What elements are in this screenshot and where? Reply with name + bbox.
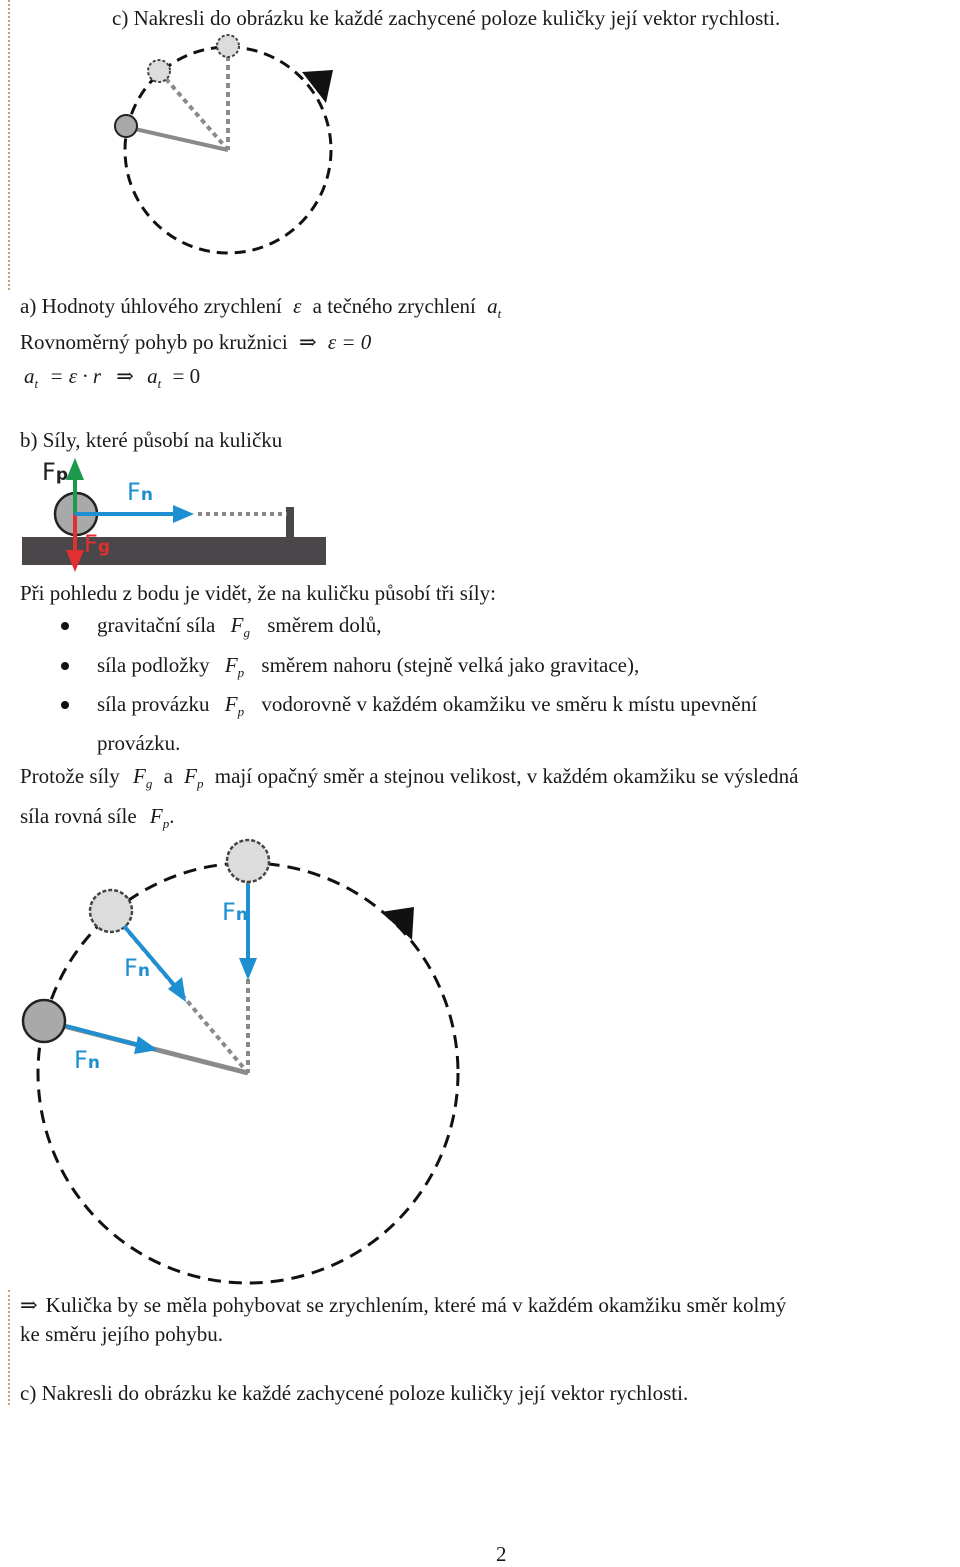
conclusion-pre: Protože síly xyxy=(20,764,120,788)
fp-label-f: F xyxy=(42,458,56,486)
fn-label-big-3 xyxy=(222,898,248,926)
result-line2: ke směru jejího pohybu. xyxy=(20,1322,223,1346)
bullet-1-sym: F xyxy=(230,613,244,637)
at-equation: = ε · r xyxy=(49,364,101,388)
result-line1 xyxy=(20,1293,786,1318)
fn-label-sub: n xyxy=(140,485,153,505)
fn-arrow-1-line xyxy=(66,1026,142,1046)
conclusion-and: a xyxy=(163,764,173,788)
at-rhs-subscript: t xyxy=(157,376,162,391)
fn-arrow-3-head xyxy=(239,958,257,980)
bullet-3-continuation: provázku. xyxy=(97,731,181,755)
bullet-2-post: směrem nahoru (stejně velká jako gravitace), xyxy=(261,653,640,677)
bullet-1-sub: g xyxy=(243,625,250,640)
fn-big-3-n: n xyxy=(235,905,248,925)
bullet-1-post: směrem dolů, xyxy=(267,613,382,637)
at-lhs-symbol: a xyxy=(24,364,35,388)
conclusion-sub2: p xyxy=(196,776,204,791)
big-ball-1 xyxy=(23,1000,65,1042)
fn-big-2-f: F xyxy=(124,954,138,982)
at-rhs-symbol: a xyxy=(147,364,158,388)
fp-label-sub: p xyxy=(55,465,68,485)
conclusion-sym1: F xyxy=(133,764,146,788)
bullet-2-sub: p xyxy=(237,665,245,680)
fn-big-1-f: F xyxy=(74,1046,88,1074)
task-c-bottom: c) Nakresli do obrázku ke každé zachycené poloze kuličky její vektor rychlosti. xyxy=(20,1381,689,1405)
conclusion-sym3: F xyxy=(149,804,163,828)
conclusion-sym2: F xyxy=(184,764,197,788)
at-lhs-subscript: t xyxy=(34,376,39,391)
page-number: 2 xyxy=(496,1542,507,1566)
result-line1-text: Kulička by se měla pohybovat se zrychlením, které má v každém okamžiku směr kolmý xyxy=(45,1293,787,1317)
margin-line-bottom xyxy=(8,1290,10,1405)
bullet-3-post: vodorovně v každém okamžiku ve směru k místu upevnění xyxy=(261,692,758,716)
at-rhs-equation: = 0 xyxy=(172,364,201,388)
part-b-title: b) Síly, které působí na kuličku xyxy=(20,428,283,452)
epsilon-equation: ε = 0 xyxy=(327,330,372,354)
big-ball-3 xyxy=(227,840,269,882)
implies-icon-3: ⇒ xyxy=(20,1293,38,1317)
bullet-1-pre: gravitační síla xyxy=(97,613,216,637)
conclusion-line2-pre: síla rovná síle xyxy=(20,804,137,828)
epsilon-symbol: ε xyxy=(293,294,302,318)
part-a-title-mid: a tečného zrychlení xyxy=(312,294,476,318)
conclusion-period: . xyxy=(169,804,175,828)
part-a-line2-text: Rovnoměrný pohyb po kružnici xyxy=(20,330,288,354)
part-a-title-prefix: a) Hodnoty úhlového zrychlení xyxy=(20,294,282,318)
fn-label-big-1 xyxy=(74,1046,100,1074)
conclusion-sub1: g xyxy=(145,776,153,791)
big-circle-arrowhead xyxy=(381,907,414,940)
task-c-top: c) Nakresli do obrázku ke každé zachycené poloze kuličky její vektor rychlosti. xyxy=(112,6,781,30)
fn-big-2-n: n xyxy=(137,961,150,981)
at-subscript: t xyxy=(497,306,502,321)
conclusion-post: mají opačný směr a stejnou velikost, v každém okamžiku se výsledná xyxy=(214,764,799,788)
fn-big-3-f: F xyxy=(222,898,236,926)
bullet-2-pre: síla podložky xyxy=(97,653,210,677)
implies-icon: ⇒ xyxy=(298,330,317,354)
fn-big-1-n: n xyxy=(87,1053,100,1073)
bullet-3-sym: F xyxy=(224,692,238,716)
bullet-2-sym: F xyxy=(224,653,238,677)
part-b-intro: Při pohledu z bodu je vidět, že na kuličku působí tři síly: xyxy=(20,581,496,605)
bullet-3-sub: p xyxy=(237,704,245,719)
implies-icon-2: ⇒ xyxy=(116,364,134,388)
fn-label-big-2 xyxy=(124,954,150,982)
conclusion-sub3: p xyxy=(162,816,170,831)
at-symbol: a xyxy=(487,294,498,318)
bullet-3-pre: síla provázku xyxy=(97,692,210,716)
fg-label-sub: g xyxy=(97,537,110,557)
fn-label-f: F xyxy=(127,478,141,506)
fg-label-f: F xyxy=(84,530,98,558)
